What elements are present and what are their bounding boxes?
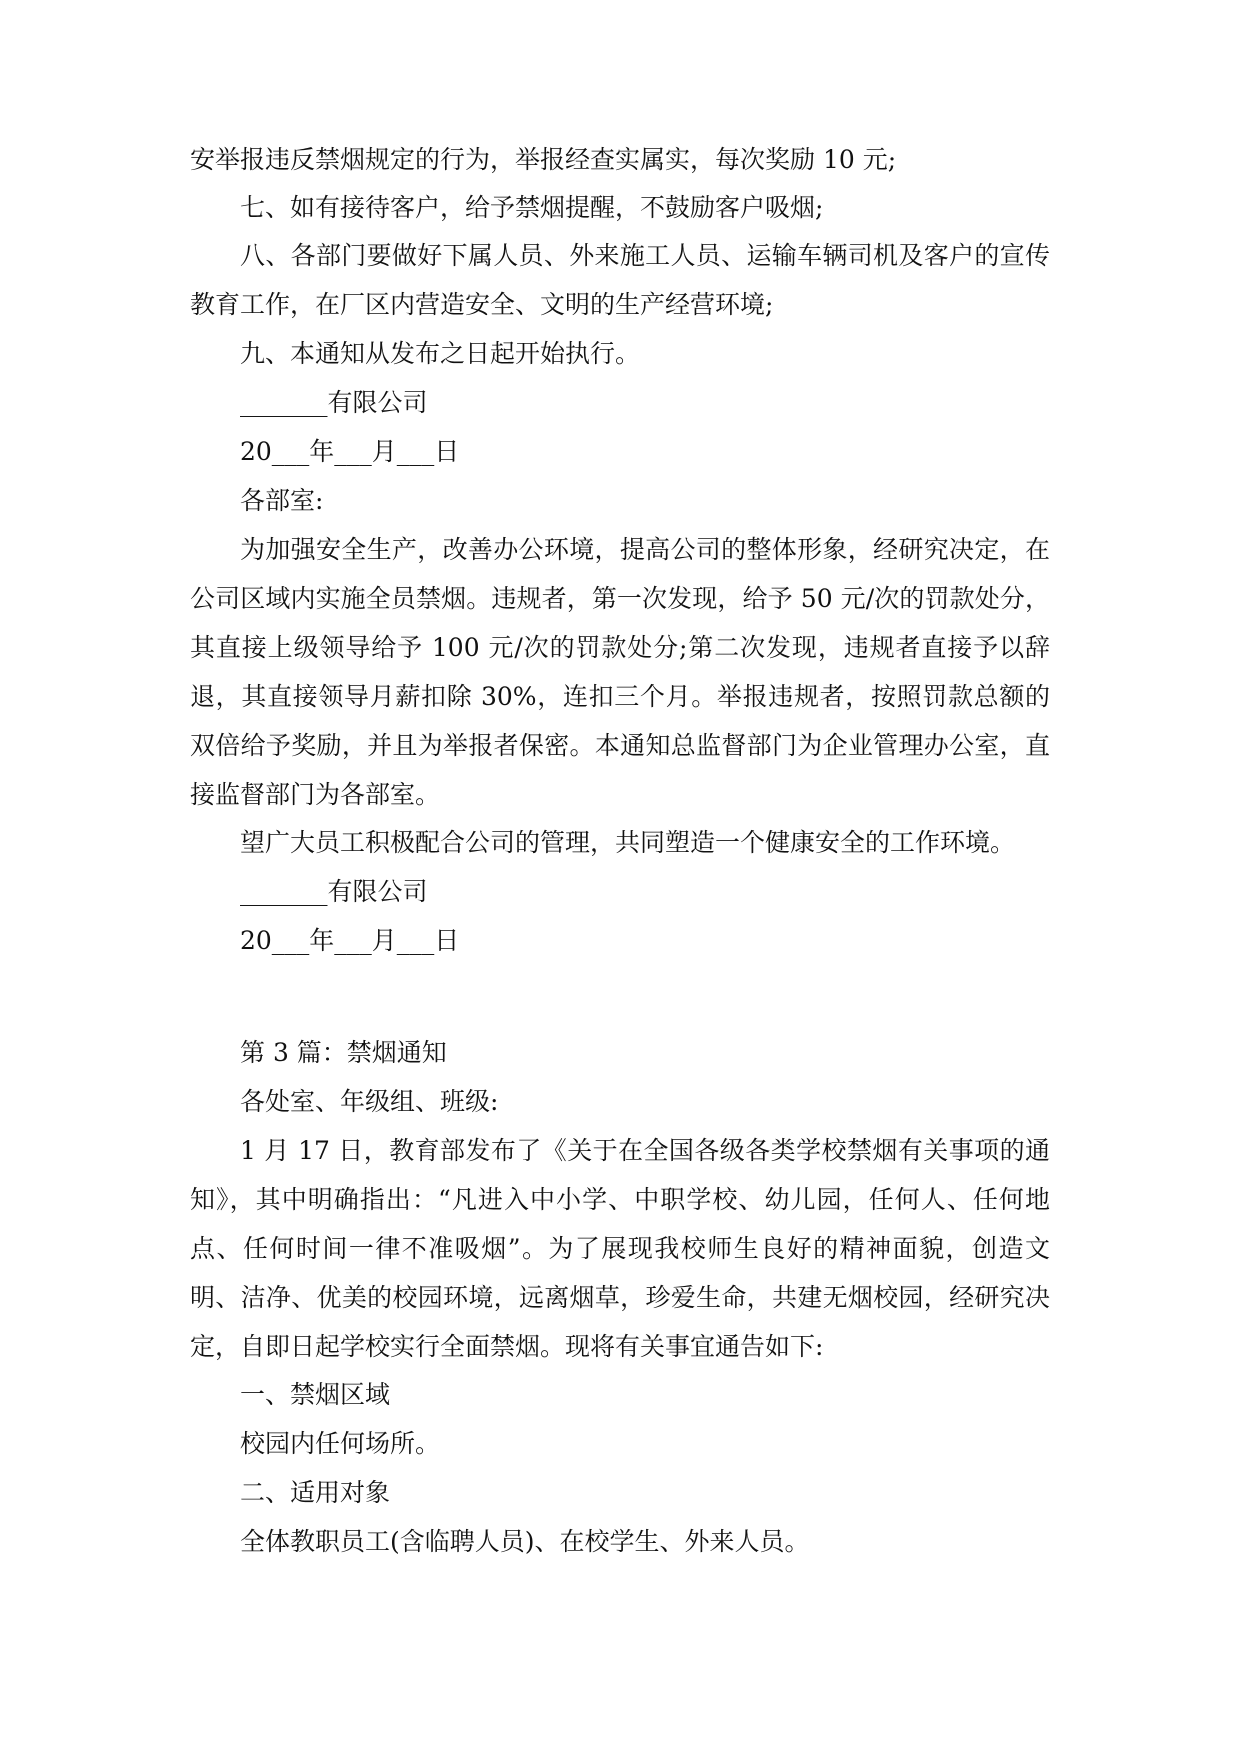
paragraph-area: 校园内任何场所。	[240, 1429, 441, 1458]
paragraph-body: 1 月 17 日，教育部发布了《关于在全国各级各类学校禁烟有关事项的通知》，其中明确指出：“凡进入中小学、中职学校、幼儿园，任何人、任何地点、任何时间一律不准吸烟”。为了展现我校师生良好的精神面貌，创造文明、洁净、优美的校园环境，远离烟草，珍爱生命，共建无烟校园，经研究决定，自即日起学校实行全面禁烟。现将有关事宜通告如下:	[190, 1136, 1050, 1361]
date-line: 20___年___月___日	[240, 437, 460, 466]
paragraph-body: 为加强安全生产，改善办公环境，提高公司的整体形象，经研究决定，在公司区域内实施全员禁烟。违规者，第一次发现，给予 50 元/次的罚款处分，其直接上级领导给予 100 元/次的罚款处分;第二次发现，违规者直接予以辞退，其直接领导月薪扣除 30%，连扣三个月。举报违规者，按照罚款总额的双倍给予奖励，并且为举报者保密。本通知总监督部门为企业管理办公室，直接监督部门为各部室。	[190, 535, 1050, 809]
date-line: 20___年___月___日	[240, 926, 460, 955]
paragraph-appeal: 望广大员工积极配合公司的管理，共同塑造一个健康安全的工作环境。	[240, 828, 1016, 857]
paragraph-item-9: 九、本通知从发布之日起开始执行。	[240, 339, 641, 368]
paragraph-item-8: 八、各部门要做好下属人员、外来施工人员、运输车辆司机及客户的宣传教育工作，在厂区内营造安全、文明的生产经营环境;	[190, 241, 1050, 319]
salutation: 各处室、年级组、班级:	[240, 1087, 499, 1116]
heading-smoke-free-area: 一、禁烟区域	[240, 1380, 391, 1409]
company-signature: _______有限公司	[240, 388, 428, 417]
section-title: 第 3 篇：禁烟通知	[240, 1038, 447, 1067]
heading-applicable-persons: 二、适用对象	[240, 1478, 391, 1507]
salutation: 各部室:	[240, 486, 324, 515]
paragraph-persons: 全体教职员工(含临聘人员)、在校学生、外来人员。	[240, 1527, 810, 1556]
paragraph-continuation: 安举报违反禁烟规定的行为，举报经查实属实，每次奖励 10 元;	[190, 145, 897, 174]
company-signature: _______有限公司	[240, 877, 428, 906]
paragraph-item-7: 七、如有接待客户，给予禁烟提醒，不鼓励客户吸烟;	[240, 193, 824, 222]
